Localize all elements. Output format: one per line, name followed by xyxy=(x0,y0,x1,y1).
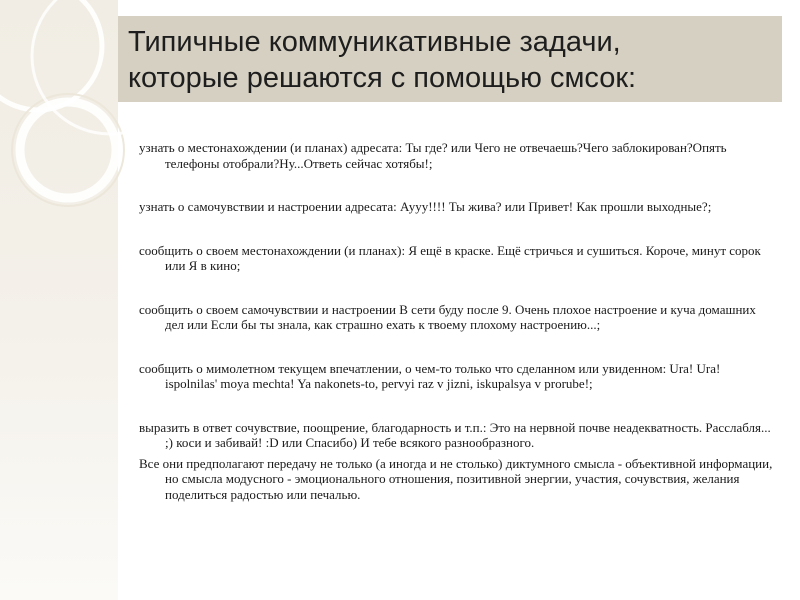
list-item: узнать о самочувствии и настроении адресата: Ауyy!!!! Ты жива? или Привет! Как прошли выходные?; xyxy=(139,199,712,214)
list-item: выразить в ответ сочувствие, поощрение, благодарность и т.п.: Это на нервной почве неадекватность. Расслабля... ;) коси и забивай! :D или Спасибо) И тебе всякого разнообразного. xyxy=(139,419,771,450)
slide-title xyxy=(128,24,772,96)
title-line-1: Типичные коммуникативные задачи, xyxy=(128,26,621,58)
title-line-2: которые решаются с помощью смсок: xyxy=(128,62,637,94)
title-bar xyxy=(118,16,782,102)
list-item: узнать о местонахождении (и планах) адресата: Ты где? или Чего не отвечаешь?Чего заблокирован?Опять телефоны отобрали?Ну...Ответь сейчас хотябы!; xyxy=(139,140,727,171)
list-item: сообщить о своем местонахождении (и планах): Я ещё в краске. Ещё стричься и сушиться. Короче, минут сорок или Я в кино; xyxy=(139,242,761,273)
summary-paragraph: Все они предполагают передачу не только (а иногда и не столько) диктумного смысла - объективной информации, но смысла модусного - эмоционального отношения, позитивной энергии, участия, сочувствия, желания поделиться радостью или печалью. xyxy=(139,455,773,502)
slide-body xyxy=(139,140,775,502)
list-item: сообщить о мимолетном текущем впечатлении, о чем-то только что сделанном или увиденном: Ura! Ura! ispolnilas' moya mechta! Ya nakonets-to, pervyi raz v jizni, iskupalsya v prorube!; xyxy=(139,360,721,391)
list-item: сообщить о своем самочувствии и настроении В сети буду после 9. Очень плохое настроение и куча домашних дел или Если бы ты знала, как страшно ехать к твоему плохому настроению...; xyxy=(139,301,756,332)
